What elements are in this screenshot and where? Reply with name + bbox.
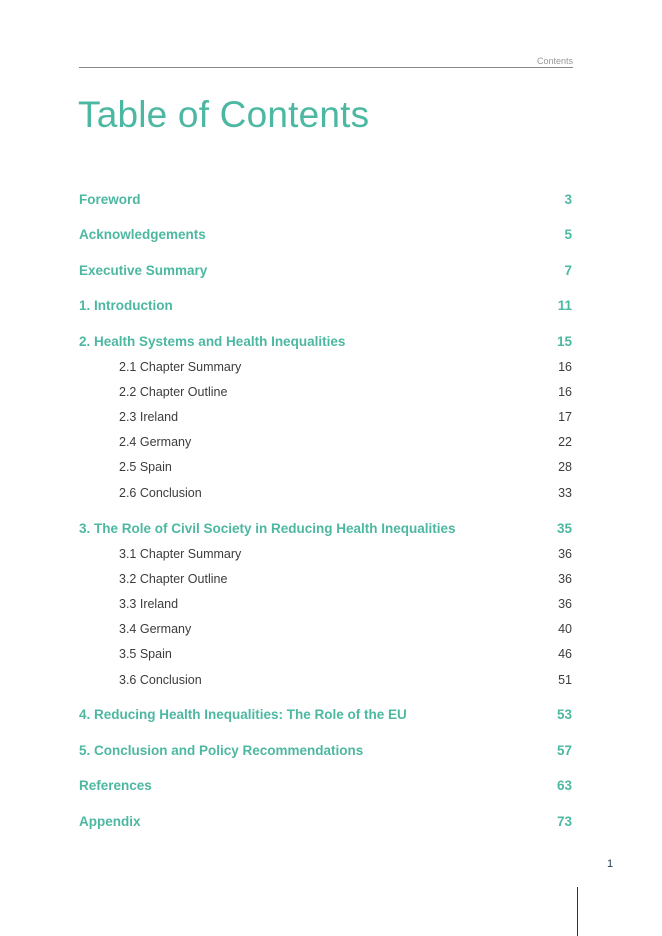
toc-entry[interactable]	[79, 546, 573, 562]
toc-entry-page: 22	[558, 435, 572, 449]
toc-entry-page: 63	[556, 778, 572, 793]
toc-entry-page: 36	[558, 547, 572, 561]
toc-entry-page: 15	[556, 334, 572, 349]
toc-entry-page: 53	[556, 707, 572, 722]
toc-entry-label: 3.4 Germany	[119, 622, 192, 636]
toc-entry[interactable]	[79, 596, 573, 612]
toc-entry-label: 3.5 Spain	[119, 647, 172, 661]
toc-entry[interactable]	[79, 409, 573, 425]
toc-entry[interactable]	[79, 434, 573, 450]
toc-entry[interactable]	[79, 359, 573, 375]
toc-entry[interactable]	[79, 227, 573, 243]
toc-entry-page: 35	[556, 521, 572, 536]
toc-entry-label: Appendix	[79, 814, 141, 829]
toc-entry-label: 3.2 Chapter Outline	[119, 572, 228, 586]
toc-entry-label: 2.5 Spain	[119, 460, 172, 474]
toc-entry-page: 57	[556, 743, 572, 758]
toc-entry-label: 2.6 Conclusion	[119, 486, 202, 500]
toc-entry[interactable]	[79, 778, 573, 794]
toc-entry-label: 2.3 Ireland	[119, 410, 179, 424]
toc-entry-label: 2.4 Germany	[119, 435, 192, 449]
toc-entry-page: 16	[558, 385, 572, 399]
toc-entry[interactable]	[79, 646, 573, 662]
toc-entry[interactable]	[79, 334, 573, 350]
toc-entry-label: 3.1 Chapter Summary	[119, 547, 242, 561]
toc-entry-page: 3	[564, 192, 572, 207]
toc-entry-label: References	[79, 778, 152, 793]
toc-entry[interactable]	[79, 298, 573, 314]
toc-entry-page: 7	[564, 263, 572, 278]
toc-entry[interactable]	[79, 485, 573, 501]
toc-entry-page: 33	[558, 486, 572, 500]
toc-entry-label: 3.6 Conclusion	[119, 673, 202, 687]
toc-entry[interactable]	[79, 521, 573, 537]
toc-entry-label: 1. Introduction	[79, 298, 173, 313]
toc-entry-label: 4. Reducing Health Inequalities: The Role of the EU	[79, 707, 407, 722]
toc-entry-page: 17	[558, 410, 572, 424]
toc-entry[interactable]	[79, 384, 573, 400]
toc-entry-page: 16	[558, 360, 572, 374]
toc-entry[interactable]	[79, 571, 573, 587]
toc-entry[interactable]	[79, 672, 573, 688]
toc-entry-page: 73	[556, 814, 572, 829]
toc-entry-page: 5	[564, 227, 572, 242]
toc-entry-page: 28	[558, 460, 572, 474]
toc-entry-label: 2.2 Chapter Outline	[119, 385, 228, 399]
toc-entry-page: 36	[558, 597, 572, 611]
toc-entry[interactable]	[79, 263, 573, 279]
page-title: Table of Contents	[78, 94, 370, 135]
toc-entry-label: Foreword	[79, 192, 141, 207]
toc-entry-label: 2.1 Chapter Summary	[119, 360, 242, 374]
running-header: Contents	[536, 56, 573, 66]
toc-entry[interactable]	[79, 459, 573, 475]
toc-entry-page: 11	[557, 298, 572, 313]
toc-entry[interactable]	[79, 621, 573, 637]
toc-entry-label: Acknowledgements	[79, 227, 206, 242]
toc-entry-page: 40	[558, 622, 572, 636]
toc-entry-label: Executive Summary	[79, 263, 208, 278]
toc-entry[interactable]	[79, 814, 573, 830]
toc-entry[interactable]	[79, 743, 573, 759]
toc-entry-label: 3. The Role of Civil Society in Reducing Health Inequalities	[79, 521, 456, 536]
toc-entry-label: 3.3 Ireland	[119, 597, 179, 611]
toc-entry[interactable]	[79, 192, 573, 208]
table-of-contents	[79, 0, 573, 936]
toc-entry-page: 51	[558, 673, 572, 687]
page-number: 1	[607, 858, 614, 870]
toc-entry-label: 5. Conclusion and Policy Recommendations	[79, 743, 364, 758]
toc-entry-page: 36	[558, 572, 572, 586]
toc-entry[interactable]	[79, 707, 573, 723]
toc-entry-page: 46	[558, 647, 572, 661]
toc-entry-label: 2. Health Systems and Health Inequalities	[79, 334, 346, 349]
footer-rule	[577, 887, 578, 936]
